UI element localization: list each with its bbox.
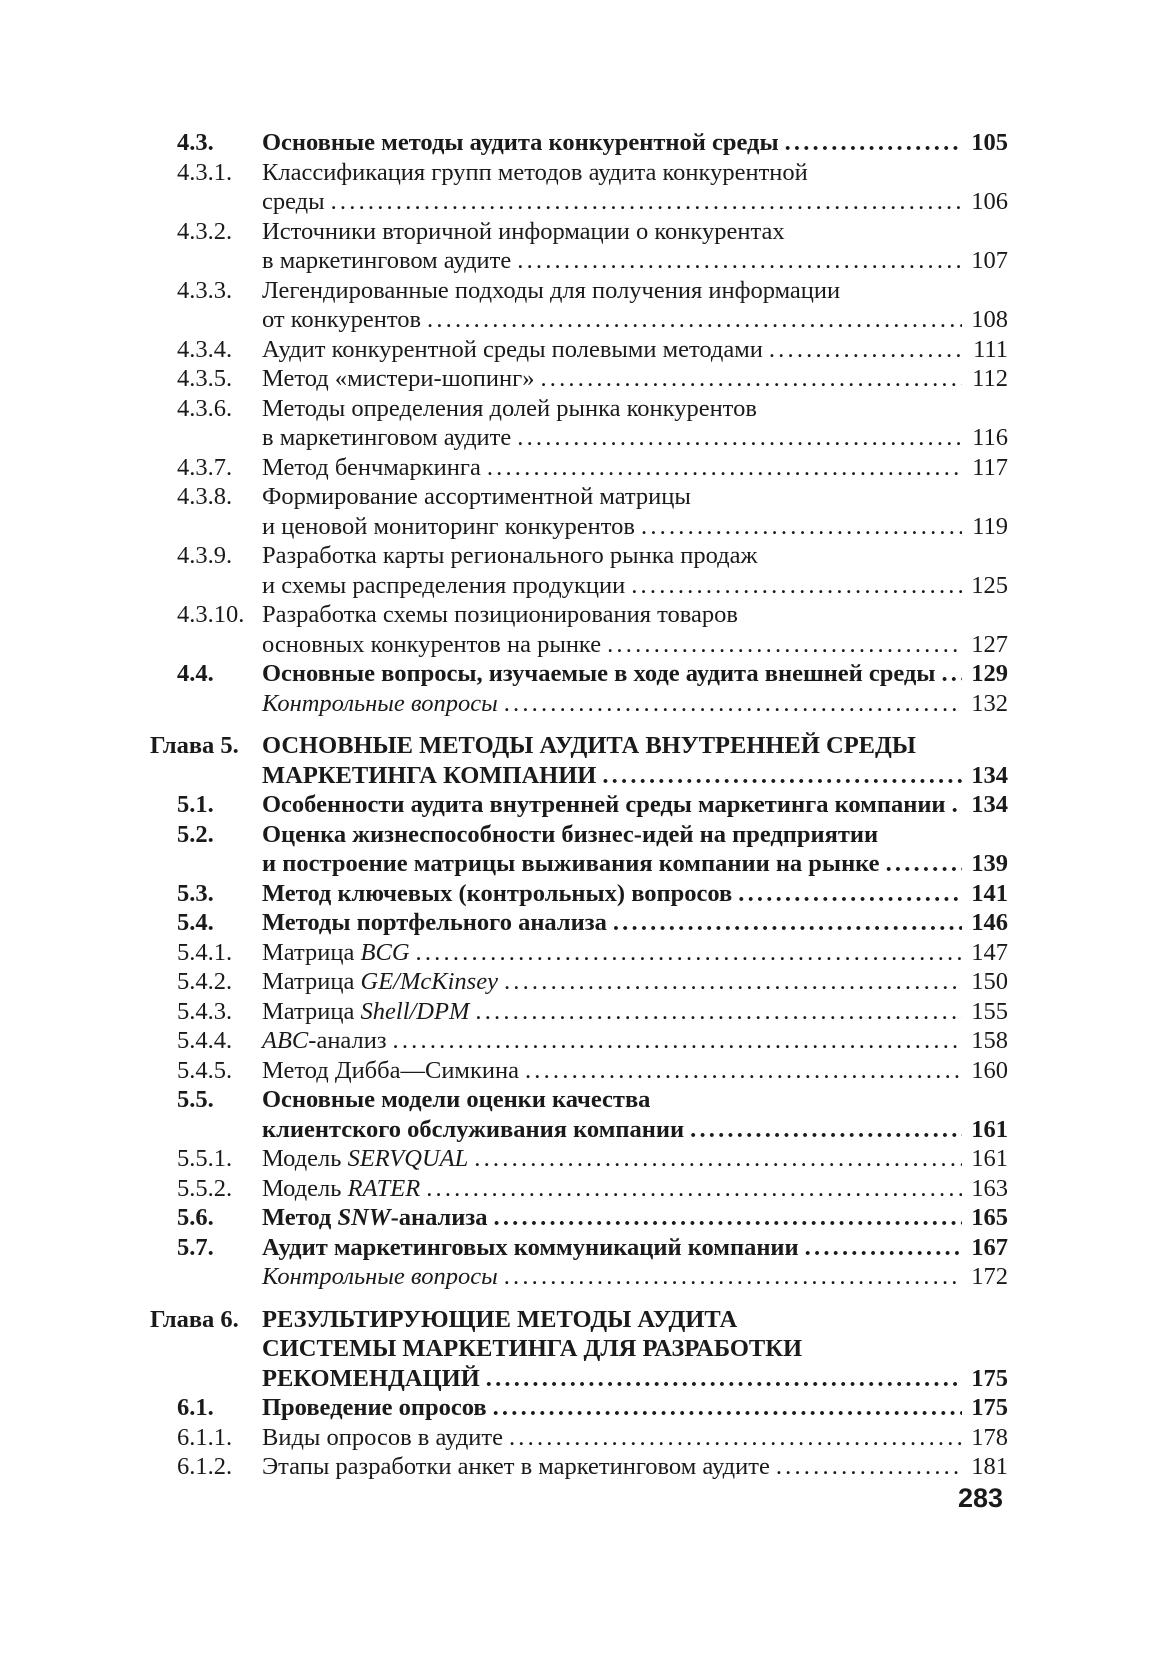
toc-page-number: 111 (973, 335, 1008, 363)
toc-subsection (150, 1144, 1008, 1174)
toc-subsection (150, 1423, 1008, 1453)
toc-title-line (262, 1364, 480, 1394)
toc-leader-dots (487, 453, 962, 483)
toc-page-number: 155 (971, 997, 1008, 1025)
toc-title-line (262, 1174, 420, 1204)
toc-leader-dots (504, 967, 962, 997)
toc-review-questions (150, 689, 1008, 719)
toc-number: 5.5.2. (177, 1174, 233, 1202)
toc-leader-dots (525, 1056, 962, 1086)
toc-chapter (150, 731, 1008, 790)
toc-title (262, 128, 1008, 158)
toc-title-line (262, 849, 880, 879)
table-of-contents (150, 128, 1008, 1482)
toc-number: 5.4.3. (177, 997, 233, 1025)
toc-number: 5.4.5. (177, 1056, 233, 1084)
toc-title-text: Виды опросов в аудите (262, 1423, 503, 1451)
toc-number: 5.4.1. (177, 938, 233, 966)
toc-number: 5.7. (177, 1233, 214, 1261)
toc-title-emphasis: GE/McKinsey (360, 968, 498, 995)
toc-subsection (150, 541, 1008, 600)
toc-page-number: 178 (971, 1423, 1008, 1451)
toc-leader-dots (952, 790, 962, 820)
toc-page-number: 108 (971, 306, 1008, 333)
toc-leader-dots (509, 1423, 962, 1453)
toc-number: 4.3.2. (177, 217, 233, 245)
toc-title (262, 600, 1008, 659)
toc-title-text: Матрица (262, 968, 361, 995)
toc-number: 5.5. (177, 1086, 214, 1113)
toc-title-text: МАРКЕТИНГА КОМПАНИИ (262, 761, 597, 789)
toc-title-text: в маркетинговом аудите (262, 247, 512, 274)
toc-leader-dots (805, 1233, 962, 1263)
toc-page-number: 172 (971, 1263, 1008, 1290)
toc-number: 5.5.1. (177, 1145, 233, 1172)
toc-leader-dots (486, 1364, 962, 1394)
toc-page-number: 125 (971, 571, 1008, 599)
toc-title-text: Метод ключевых (контрольных) вопросов (262, 879, 733, 907)
toc-title (262, 689, 1008, 719)
toc-title-text: Метод бенчмаркинга (262, 453, 481, 481)
toc-title (262, 967, 1008, 997)
toc-title-text: Метод «мистери-шопинг» (262, 365, 535, 392)
toc-title (262, 1056, 1008, 1086)
toc-title-text: Модель (262, 1174, 348, 1202)
toc-title-line: СИСТЕМЫ МАРКЕТИНГА ДЛЯ РАЗРАБОТКИ (262, 1335, 803, 1362)
toc-number: 4.3.4. (177, 335, 233, 363)
toc-leader-dots (613, 908, 962, 938)
toc-leader-dots (690, 1115, 962, 1145)
toc-title-line: Разработка схемы позиционирования товаров (262, 601, 738, 628)
toc-page-number: 106 (971, 188, 1008, 215)
toc-title-text: и построение матрицы выживания компании на рынке (262, 850, 880, 877)
toc-title-emphasis: RATER (347, 1174, 421, 1202)
toc-page-number: 132 (971, 689, 1008, 717)
toc-number: 5.4.2. (177, 968, 233, 995)
toc-page-number: 141 (971, 879, 1008, 907)
toc-title (262, 453, 1008, 483)
toc-leader-dots (474, 1144, 962, 1174)
toc-page-number: 116 (972, 424, 1008, 451)
toc-title (262, 938, 1008, 968)
toc-title-line: Классификация групп методов аудита конкурентной (262, 158, 808, 186)
toc-title-line: Разработка карты регионального рынка продаж (262, 542, 758, 569)
toc-leader-dots (641, 512, 962, 542)
toc-title (262, 1305, 1008, 1394)
toc-leader-dots (769, 335, 962, 365)
toc-page-number: 161 (971, 1145, 1008, 1172)
toc-page-number: 107 (971, 247, 1008, 274)
toc-title-line (262, 1115, 684, 1145)
toc-title-text: Контрольные вопросы (262, 689, 498, 717)
toc-title-text: Аудит маркетинговых коммуникаций компании (262, 1233, 799, 1261)
toc-page-number: 147 (971, 938, 1008, 966)
toc-title (262, 790, 1008, 820)
toc-number: 5.2. (177, 820, 214, 848)
toc-title-text: в маркетинговом аудите (262, 424, 512, 451)
toc-title (262, 997, 1008, 1027)
toc-title-line (262, 246, 511, 276)
toc-leader-dots (494, 1203, 962, 1233)
toc-title-text: клиентского обслуживания компании (262, 1115, 685, 1143)
toc-leader-dots (886, 849, 962, 879)
toc-title (262, 1393, 1008, 1423)
toc-section (150, 790, 1008, 820)
toc-number: 4.3.6. (177, 394, 233, 422)
toc-page-number: 167 (971, 1233, 1008, 1261)
toc-page-number: 127 (971, 630, 1008, 658)
toc-title-emphasis: ABC (262, 1027, 309, 1054)
toc-leader-dots (426, 1174, 962, 1204)
toc-title (262, 1026, 1008, 1056)
toc-subsection (150, 938, 1008, 968)
toc-leader-dots (331, 187, 962, 217)
toc-title (262, 541, 1008, 600)
toc-number: 5.1. (177, 791, 214, 818)
toc-title-line (262, 908, 607, 938)
toc-title-text: и ценовой мониторинг конкурентов (262, 512, 635, 540)
toc-subsection (150, 600, 1008, 659)
toc-title-line (262, 128, 779, 158)
toc-title (262, 1174, 1008, 1204)
toc-title-line: Основные модели оценки качества (262, 1086, 651, 1113)
toc-title-line (262, 1144, 468, 1174)
toc-section (150, 1203, 1008, 1233)
toc-subsection (150, 482, 1008, 541)
toc-page-number: 117 (972, 453, 1008, 481)
toc-title-line (262, 571, 625, 601)
toc-title (262, 276, 1008, 335)
toc-title-line: Источники вторичной информации о конкурентах (262, 217, 785, 245)
toc-leader-dots (517, 423, 962, 453)
toc-title-text: Контрольные вопросы (262, 1263, 498, 1290)
toc-page-number: 134 (971, 791, 1008, 818)
toc-title-line (262, 1026, 387, 1056)
toc-subsection (150, 217, 1008, 276)
toc-number: 4.3.10. (177, 601, 245, 628)
toc-title-line (262, 967, 498, 997)
toc-leader-dots (607, 630, 962, 660)
page-number: 283 (957, 1483, 1003, 1513)
toc-leader-dots (941, 659, 962, 689)
toc-number: 5.6. (177, 1204, 214, 1231)
toc-page-number: 175 (971, 1394, 1008, 1421)
toc-title-text: основных конкурентов на рынке (262, 630, 602, 658)
toc-page-number: 105 (971, 129, 1008, 156)
toc-title (262, 908, 1008, 938)
toc-section (150, 659, 1008, 689)
toc-title (262, 1423, 1008, 1453)
toc-title (262, 1144, 1008, 1174)
toc-title-text: Модель (262, 1145, 348, 1172)
toc-title-line (262, 335, 763, 365)
toc-leader-dots (427, 305, 962, 335)
toc-title-line (262, 1452, 770, 1482)
toc-title (262, 1233, 1008, 1263)
toc-title-text: -анализ (308, 1027, 387, 1054)
toc-subsection (150, 1056, 1008, 1086)
toc-title-text: Аудит конкурентной среды полевыми методами (262, 335, 763, 363)
toc-number: 6.1. (177, 1394, 214, 1421)
toc-page-number: 146 (971, 909, 1008, 936)
toc-chapter (150, 1305, 1008, 1394)
toc-title-line (262, 630, 601, 660)
toc-title-line (262, 1233, 799, 1263)
toc-title-line (262, 761, 596, 791)
toc-title (262, 731, 1008, 790)
toc-number: 4.3.9. (177, 542, 233, 569)
toc-leader-dots (475, 997, 962, 1027)
toc-leader-dots (504, 1262, 962, 1292)
toc-subsection (150, 335, 1008, 365)
toc-title (262, 820, 1008, 879)
toc-page-number: 158 (971, 1027, 1008, 1054)
toc-subsection (150, 967, 1008, 997)
toc-title-line: Формирование ассортиментной матрицы (262, 483, 691, 510)
toc-subsection (150, 276, 1008, 335)
toc-title-text: Матрица (262, 938, 361, 966)
toc-page-number: 163 (971, 1174, 1008, 1202)
toc-title (262, 364, 1008, 394)
toc-section (150, 820, 1008, 879)
toc-number: 5.3. (177, 879, 214, 907)
toc-review-questions (150, 1262, 1008, 1292)
toc-title-line (262, 423, 511, 453)
toc-title-line (262, 1393, 487, 1423)
toc-section (150, 879, 1008, 909)
toc-page-number: 160 (971, 1056, 1008, 1084)
toc-title-emphasis: SNW (337, 1204, 391, 1231)
toc-leader-dots (540, 364, 962, 394)
toc-title (262, 158, 1008, 217)
toc-title-text: РЕКОМЕНДАЦИЙ (262, 1364, 480, 1392)
toc-title-text: -анализа (390, 1204, 488, 1231)
toc-title-line (262, 364, 534, 394)
toc-number: 4.3. (177, 129, 214, 156)
toc-title-text: Основные методы аудита конкурентной среды (262, 129, 779, 156)
toc-title (262, 217, 1008, 276)
toc-number: 4.3.8. (177, 483, 233, 510)
toc-title (262, 879, 1008, 909)
toc-subsection (150, 364, 1008, 394)
toc-page-number: 129 (971, 660, 1008, 687)
toc-title (262, 394, 1008, 453)
toc-leader-dots (493, 1393, 962, 1423)
toc-number: 5.4. (177, 909, 214, 936)
toc-title-text: среды (262, 188, 325, 215)
toc-section (150, 908, 1008, 938)
toc-page-number: 175 (971, 1364, 1008, 1392)
toc-title-text: Особенности аудита внутренней среды маркетинга компании (262, 791, 946, 818)
toc-title-line (262, 879, 732, 909)
toc-title-line: Методы определения долей рынка конкурентов (262, 394, 757, 422)
toc-title (262, 1085, 1008, 1144)
toc-subsection (150, 1174, 1008, 1204)
toc-section (150, 1233, 1008, 1263)
toc-page-number: 112 (972, 365, 1008, 392)
toc-title-emphasis: Shell/DPM (360, 997, 470, 1025)
toc-title (262, 482, 1008, 541)
toc-title-line (262, 790, 946, 820)
toc-number: 6.1.2. (177, 1453, 233, 1480)
toc-section (150, 128, 1008, 158)
toc-leader-dots (602, 761, 962, 791)
toc-page-number: 134 (971, 761, 1008, 789)
toc-title (262, 1262, 1008, 1292)
toc-page-number: 139 (971, 850, 1008, 877)
toc-leader-dots (393, 1026, 962, 1056)
toc-leader-dots (776, 1452, 962, 1482)
toc-leader-dots (504, 689, 962, 719)
toc-number: Глава 6. (150, 1305, 239, 1333)
toc-title-line (262, 187, 325, 217)
toc-leader-dots (785, 128, 962, 158)
toc-number: Глава 5. (150, 732, 239, 759)
toc-title-text: и схемы распределения продукции (262, 571, 626, 599)
toc-title-text: Метод Дибба—Симкина (262, 1056, 519, 1084)
toc-title-line: Оценка жизнеспособности бизнес-идей на предприятии (262, 820, 879, 848)
toc-title-line: ОСНОВНЫЕ МЕТОДЫ АУДИТА ВНУТРЕННЕЙ СРЕДЫ (262, 732, 916, 759)
toc-title (262, 1452, 1008, 1482)
toc-title (262, 1203, 1008, 1233)
toc-subsection (150, 158, 1008, 217)
toc-leader-dots (416, 938, 962, 968)
toc-subsection (150, 1452, 1008, 1482)
toc-subsection (150, 997, 1008, 1027)
toc-title-line (262, 1262, 498, 1292)
toc-section (150, 1085, 1008, 1144)
toc-title-text: от конкурентов (262, 306, 422, 333)
toc-number: 4.3.1. (177, 158, 233, 186)
toc-title-text: Методы портфельного анализа (262, 909, 607, 936)
toc-section (150, 1393, 1008, 1423)
toc-title-line (262, 1423, 503, 1453)
toc-title-line (262, 997, 469, 1027)
toc-page-number: 150 (971, 968, 1008, 995)
toc-title-line (262, 938, 410, 968)
toc-title-line (262, 305, 421, 335)
toc-title (262, 335, 1008, 365)
toc-title-text: Метод (262, 1204, 338, 1231)
toc-title-line (262, 1056, 519, 1086)
toc-page-number: 181 (971, 1453, 1008, 1480)
toc-title-line: РЕЗУЛЬТИРУЮЩИЕ МЕТОДЫ АУДИТА (262, 1305, 738, 1333)
toc-leader-dots (738, 879, 962, 909)
toc-number: 6.1.1. (177, 1423, 233, 1451)
toc-page-number: 165 (971, 1204, 1008, 1231)
toc-number: 5.4.4. (177, 1027, 233, 1054)
toc-title-emphasis: SERVQUAL (347, 1145, 469, 1172)
toc-page-number: 161 (971, 1115, 1008, 1143)
toc-title-text: Этапы разработки анкет в маркетинговом аудите (262, 1453, 770, 1480)
toc-title-text: Проведение опросов (262, 1394, 487, 1421)
toc-page-number: 119 (972, 512, 1008, 540)
toc-title-line (262, 689, 498, 719)
toc-title-line: Легендированные подходы для получения информации (262, 276, 841, 304)
toc-subsection (150, 1026, 1008, 1056)
toc-title-text: Основные вопросы, изучаемые в ходе аудита внешней среды (262, 660, 936, 687)
toc-subsection (150, 453, 1008, 483)
toc-number: 4.3.7. (177, 453, 233, 481)
toc-title-emphasis: BCG (360, 938, 410, 966)
toc-number: 4.3.5. (177, 365, 233, 392)
toc-number: 4.3.3. (177, 276, 233, 304)
toc-leader-dots (631, 571, 962, 601)
toc-title (262, 659, 1008, 689)
toc-number: 4.4. (177, 660, 214, 687)
toc-leader-dots (517, 246, 962, 276)
toc-title-line (262, 1203, 488, 1233)
toc-title-line (262, 512, 635, 542)
toc-title-text: Матрица (262, 997, 361, 1025)
toc-subsection (150, 394, 1008, 453)
toc-title-line (262, 453, 481, 483)
toc-title-line (262, 659, 935, 689)
